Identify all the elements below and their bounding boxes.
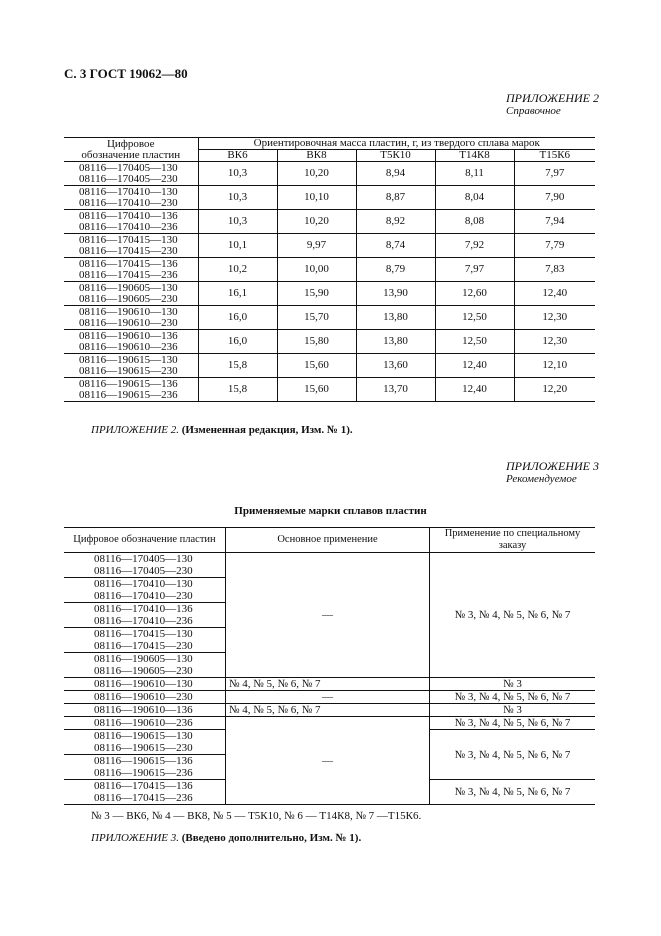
table-row [64, 691, 595, 704]
mass-value: 7,97 [514, 162, 595, 186]
appendix-2-heading [506, 92, 599, 118]
mass-value: 8,87 [356, 186, 435, 210]
plate-code: 08116—170415—136 [64, 780, 226, 793]
plate-code: 08116—190610—136 [64, 704, 226, 717]
grades-legend: № 3 — ВК6, № 4 — ВК8, № 5 — Т5К10, № 6 — Т14К8, № 7 —Т15К6. [91, 810, 422, 822]
table-row [64, 553, 595, 566]
plate-code: 08116—170410—130 [64, 578, 226, 591]
mass-value: 7,92 [435, 234, 514, 258]
header-main-use: Основное применение [226, 528, 430, 553]
note-3-ref: ПРИЛОЖЕНИЕ 3. [91, 832, 179, 844]
header-special-order: Применение по специальному заказу [430, 528, 596, 553]
mass-value: 7,94 [514, 210, 595, 234]
plate-code: 08116—190615—236 [79, 388, 178, 401]
grade-header: Т15К6 [514, 150, 595, 162]
mass-value: 12,10 [514, 354, 595, 378]
mass-value: 12,20 [514, 378, 595, 402]
mass-value: 13,90 [356, 282, 435, 306]
plate-code: 08116—170410—230 [94, 590, 193, 602]
mass-value: 13,60 [356, 354, 435, 378]
main-use-cell: — [226, 717, 430, 805]
mass-table-row [64, 234, 595, 258]
plate-code: 08116—190610—230 [79, 316, 178, 329]
plate-code: 08116—170410—230 [79, 196, 178, 209]
special-order-cell: № 3, № 4, № 5, № 6, № 7 [430, 717, 596, 730]
mass-value: 8,11 [435, 162, 514, 186]
mass-value: 8,92 [356, 210, 435, 234]
mass-value: 10,20 [277, 162, 356, 186]
plate-code: 08116—190615—136 [79, 377, 178, 390]
page-header: С. 3 ГОСТ 19062—80 [64, 66, 188, 81]
plate-code: 08116—190610—236 [64, 717, 226, 730]
mass-value: 15,80 [277, 330, 356, 354]
mass-table-row [64, 354, 595, 378]
mass-value: 15,8 [198, 354, 277, 378]
plate-code-cell [64, 162, 198, 186]
grade-header: ВК6 [198, 150, 277, 162]
plate-code-cell [64, 306, 198, 330]
mass-value: 7,97 [435, 258, 514, 282]
plate-code: 08116—190610—130 [79, 305, 178, 318]
mass-value: 8,08 [435, 210, 514, 234]
main-use-cell: № 4, № 5, № 6, № 7 [226, 678, 430, 691]
table-row [64, 678, 595, 691]
mass-value: 13,70 [356, 378, 435, 402]
appendix-2-note [91, 424, 353, 436]
appendix-2-title: ПРИЛОЖЕНИЕ 2 [506, 91, 599, 105]
plate-code: 08116—190615—130 [64, 730, 226, 743]
plate-code: 08116—190610—230 [64, 691, 226, 704]
plate-code: 08116—170410—236 [79, 220, 178, 233]
plate-code-cell [64, 282, 198, 306]
note-2-ref: ПРИЛОЖЕНИЕ 2. [91, 424, 179, 436]
plate-code: 08116—170415—136 [79, 257, 178, 270]
mass-table-row [64, 330, 595, 354]
mass-table-code-header [64, 138, 198, 162]
code-header-line2: обозначение пластин [81, 148, 181, 161]
plate-code-cell [64, 378, 198, 402]
plate-code: 08116—170415—130 [79, 233, 178, 246]
plate-code-cell [64, 210, 198, 234]
plate-code: 08116—170405—130 [79, 161, 178, 174]
mass-value: 12,40 [435, 378, 514, 402]
plate-code: 08116—170410—130 [79, 185, 178, 198]
special-order-cell: № 3, № 4, № 5, № 6, № 7 [430, 730, 596, 780]
mass-value: 16,0 [198, 306, 277, 330]
plate-code: 08116—170405—130 [94, 553, 193, 565]
mass-value: 16,1 [198, 282, 277, 306]
mass-value: 15,60 [277, 378, 356, 402]
mass-value: 10,10 [277, 186, 356, 210]
plate-code: 08116—190605—130 [64, 653, 226, 666]
main-use-cell: № 4, № 5, № 6, № 7 [226, 704, 430, 717]
plate-code: 08116—170415—230 [79, 244, 178, 257]
mass-table-row [64, 378, 595, 402]
mass-value: 10,2 [198, 258, 277, 282]
mass-value: 8,04 [435, 186, 514, 210]
mass-value: 10,1 [198, 234, 277, 258]
mass-table [64, 137, 595, 402]
plate-code: 08116—190610—130 [64, 678, 226, 691]
mass-value: 15,8 [198, 378, 277, 402]
grade-header: Т14К8 [435, 150, 514, 162]
mass-table-row [64, 282, 595, 306]
main-use-cell: — [226, 553, 430, 678]
plate-code: 08116—170415—236 [64, 792, 226, 805]
mass-table-row [64, 162, 595, 186]
mass-value: 10,3 [198, 210, 277, 234]
plate-code: 08116—170405—230 [79, 172, 178, 185]
table-2-title: Применяемые марки сплавов пластин [234, 505, 427, 517]
grade-header: ВК8 [277, 150, 356, 162]
mass-value: 7,90 [514, 186, 595, 210]
plate-code-cell [64, 234, 198, 258]
mass-table-row [64, 306, 595, 330]
appendix-3-subtitle: Рекомендуемое [506, 473, 577, 485]
mass-value: 13,80 [356, 330, 435, 354]
plate-code-cell [64, 354, 198, 378]
plate-code: 08116—170415—236 [79, 268, 178, 281]
plate-code: 08116—190615—236 [94, 767, 193, 779]
plate-code: 08116—190615—230 [79, 364, 178, 377]
plate-code: 08116—170410—236 [94, 615, 193, 627]
header-code: Цифровое обозначение пластин [64, 528, 226, 553]
mass-value: 13,80 [356, 306, 435, 330]
plate-code: 08116—190610—236 [79, 340, 178, 353]
grade-header: Т5К10 [356, 150, 435, 162]
plate-code: 08116—190605—230 [79, 292, 178, 305]
mass-table-group-header: Ориентировочная масса пластин, г, из твердого сплава марок [198, 138, 595, 150]
code-header-line1: Цифровое [106, 137, 155, 150]
mass-value: 10,20 [277, 210, 356, 234]
appendix-2-subtitle: Справочное [506, 105, 561, 117]
main-use-cell: — [226, 691, 430, 704]
special-order-cell: № 3 [430, 678, 596, 691]
mass-table-row [64, 186, 595, 210]
mass-value: 15,70 [277, 306, 356, 330]
mass-value: 12,30 [514, 330, 595, 354]
plate-code: 08116—190615—136 [64, 755, 226, 768]
plate-code: 08116—170410—136 [64, 603, 226, 616]
mass-value: 9,97 [277, 234, 356, 258]
mass-value: 12,30 [514, 306, 595, 330]
mass-value: 15,60 [277, 354, 356, 378]
appendix-3-heading [506, 460, 599, 486]
appendix-3-note [91, 832, 361, 844]
table-row [64, 704, 595, 717]
special-order-cell: № 3, № 4, № 5, № 6, № 7 [430, 780, 596, 805]
mass-value: 10,00 [277, 258, 356, 282]
mass-value: 12,60 [435, 282, 514, 306]
mass-table-row [64, 210, 595, 234]
plate-code-cell [64, 186, 198, 210]
mass-value: 8,79 [356, 258, 435, 282]
plate-code-cell [64, 258, 198, 282]
appendix-3-title: ПРИЛОЖЕНИЕ 3 [506, 459, 599, 473]
mass-value: 8,74 [356, 234, 435, 258]
mass-value: 8,94 [356, 162, 435, 186]
mass-value: 7,79 [514, 234, 595, 258]
special-order-cell: № 3, № 4, № 5, № 6, № 7 [430, 691, 596, 704]
special-order-cell: № 3 [430, 704, 596, 717]
note-2-text: (Измененная редакция, Изм. № 1). [181, 424, 353, 436]
plate-code: 08116—190605—230 [94, 665, 193, 677]
mass-value: 16,0 [198, 330, 277, 354]
mass-value: 10,3 [198, 186, 277, 210]
plate-code-cell [64, 330, 198, 354]
plate-code: 08116—170410—136 [79, 209, 178, 222]
plate-code: 08116—170415—230 [94, 640, 193, 652]
table-row [64, 717, 595, 730]
mass-value: 10,3 [198, 162, 277, 186]
plate-code: 08116—170405—230 [94, 565, 193, 577]
mass-value: 12,40 [514, 282, 595, 306]
plate-code: 08116—190605—130 [79, 281, 178, 294]
mass-value: 15,90 [277, 282, 356, 306]
mass-value: 7,83 [514, 258, 595, 282]
mass-value: 12,50 [435, 306, 514, 330]
alloy-grades-table [64, 527, 595, 805]
mass-value: 12,40 [435, 354, 514, 378]
note-3-text: (Введено дополнительно, Изм. № 1). [181, 832, 362, 844]
mass-table-row [64, 258, 595, 282]
special-order-cell: № 3, № 4, № 5, № 6, № 7 [430, 553, 596, 678]
mass-value: 12,50 [435, 330, 514, 354]
plate-code: 08116—190615—130 [79, 353, 178, 366]
plate-code: 08116—190615—230 [94, 742, 193, 754]
plate-code: 08116—170415—130 [64, 628, 226, 641]
plate-code: 08116—190610—136 [79, 329, 178, 342]
